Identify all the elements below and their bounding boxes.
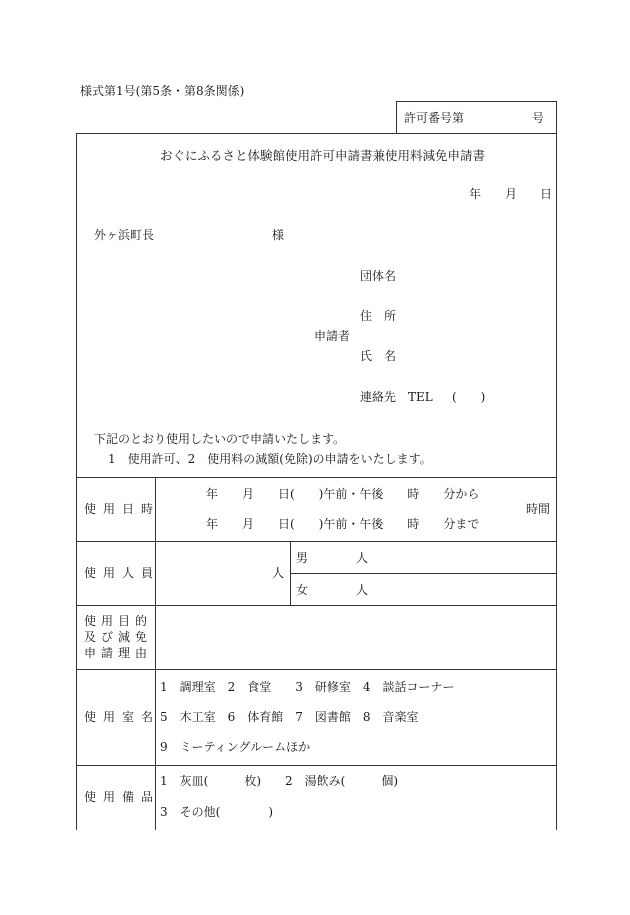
page-title: おぐにふるさと体験館使用許可申請書兼使用料減免申請書 (160, 148, 486, 163)
date-year: 年 (469, 187, 482, 201)
equipment-line-2: 3 その他( ) (160, 805, 273, 819)
rooms-line-3: 9 ミーティングルームほか (160, 740, 311, 754)
permit-number-suffix: 号 (532, 111, 545, 125)
purpose-label-1: 使用目的 (84, 614, 153, 628)
datetime-label: 使用日時 (84, 502, 161, 516)
purpose-label-3: 申請理由 (84, 646, 153, 660)
date-month: 月 (505, 187, 518, 201)
people-female-unit: 人 (356, 583, 369, 597)
addressee-honorific: 様 (272, 228, 285, 242)
row-line-4 (76, 669, 557, 670)
addressee-name: 外ヶ浜町長 (94, 228, 155, 242)
applicant-address-label: 住 所 (360, 309, 397, 323)
permit-box-left (396, 101, 397, 133)
datetime-from: 年 月 日( )午前・午後 時 分から (206, 487, 480, 501)
people-label: 使用人員 (84, 566, 161, 580)
row-line-3 (76, 605, 557, 606)
date-day: 日 (540, 187, 553, 201)
rooms-label: 使用室名 (84, 710, 161, 724)
permit-number-label: 許可番号第 (404, 111, 465, 125)
equipment-label: 使用備品 (84, 790, 161, 804)
purpose-label-2: 及び減免 (84, 630, 153, 644)
applicant-label: 申請者 (314, 329, 351, 343)
datetime-hours: 時間 (526, 502, 551, 516)
frame-left (76, 133, 77, 830)
people-unit: 人 (272, 566, 285, 580)
people-female: 女 (296, 583, 309, 597)
applicant-org-label: 団体名 (360, 269, 397, 283)
row-line-2 (76, 541, 557, 542)
rooms-line-1: 1 調理室 2 食堂 3 研修室 4 談話コーナー (160, 680, 455, 694)
applicant-tel-paren: ( ) (452, 390, 486, 404)
permit-box-top (396, 101, 556, 102)
people-divider (290, 541, 291, 605)
row-line-5 (76, 765, 557, 766)
rooms-line-2: 5 木工室 6 体育館 7 図書館 8 音楽室 (160, 710, 419, 724)
people-male: 男 (296, 551, 309, 565)
applicant-contact-label: 連絡先 (360, 390, 397, 404)
row-line-1 (76, 477, 557, 478)
row-line-people-mid (290, 573, 557, 574)
applicant-name-label: 氏 名 (360, 349, 397, 363)
equipment-line-1: 1 灰皿( 枚) 2 湯飲み( 個) (160, 774, 398, 788)
form-number: 様式第1号(第5条・第8条関係) (80, 84, 245, 98)
item1-text: 1 使用許可、2 使用料の減額(免除)の申請をいたします。 (108, 452, 432, 466)
datetime-to: 年 月 日( )午前・午後 時 分まで (206, 517, 480, 531)
people-male-unit: 人 (356, 551, 369, 565)
label-column-divider (155, 477, 156, 830)
frame-top (76, 133, 557, 134)
intro-text: 下記のとおり使用したいので申請いたします。 (94, 432, 346, 446)
frame-right (556, 101, 557, 830)
applicant-tel-label: TEL (408, 390, 433, 404)
